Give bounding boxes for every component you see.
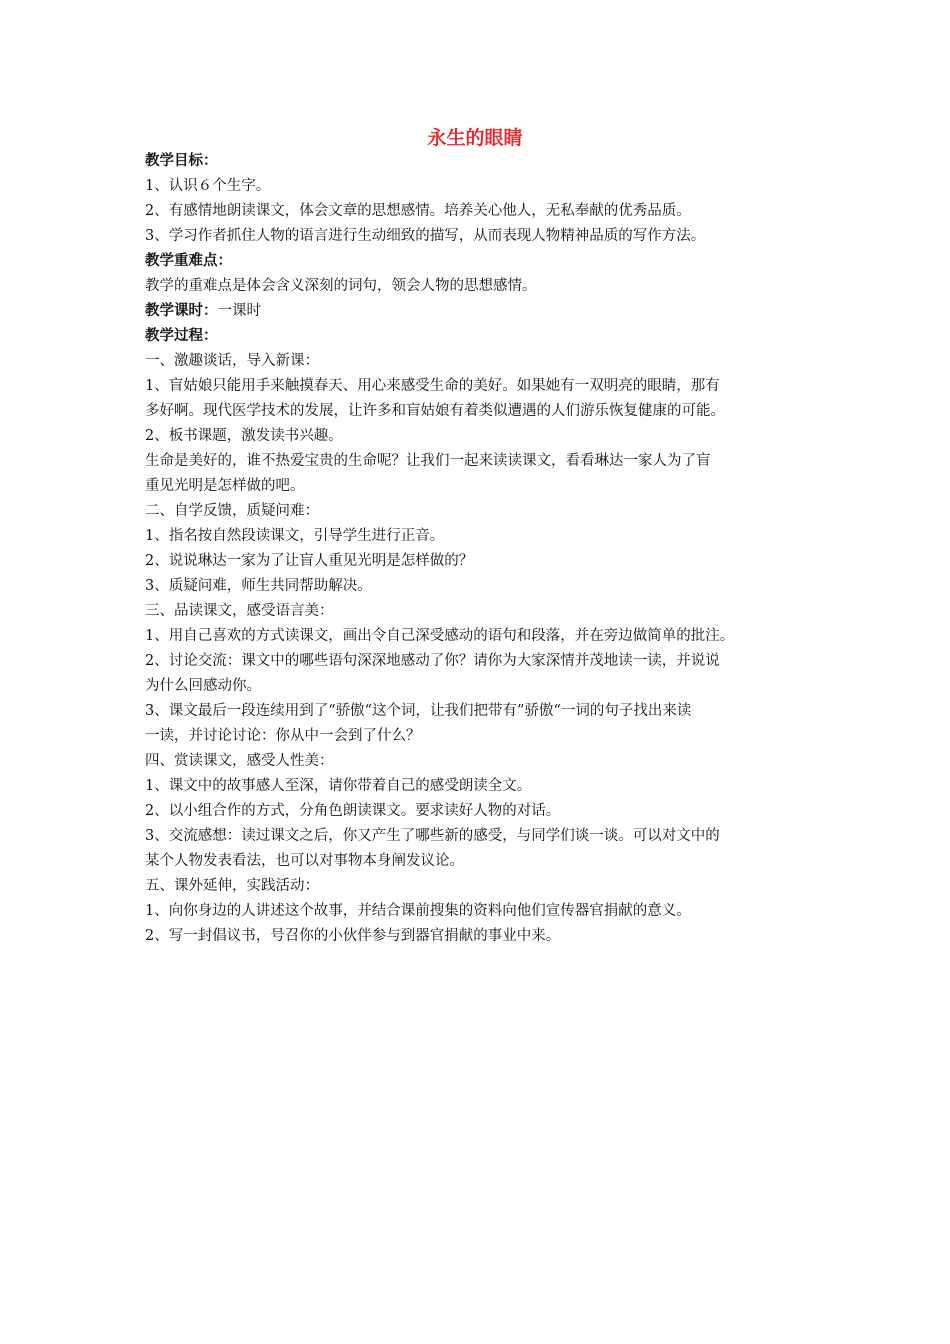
paragraph-line: 3、质疑问难，师生共同帮助解决。 bbox=[145, 578, 372, 594]
paragraph-line: 一读，并讨论讨论：你从中一会到了什么？ bbox=[145, 728, 421, 744]
paragraph-line: 为什么回感动你。 bbox=[145, 678, 261, 694]
key-points-heading: 教学重难点： bbox=[145, 253, 232, 269]
section-heading: 一、激趣谈话，导入新课： bbox=[145, 353, 319, 369]
section-heading: 五、课外延伸，实践活动： bbox=[145, 878, 319, 894]
paragraph-line: 某个人物发表看法，也可以对事物本身阐发议论。 bbox=[145, 853, 464, 869]
goal-item: 3、学习作者抓住人物的语言进行生动细致的描写，从而表现人物精神品质的写作方法。 bbox=[145, 228, 706, 244]
class-hours-value: 一课时 bbox=[217, 303, 261, 319]
key-points-text: 教学的重难点是体会含义深刻的词句，领会人物的思想感情。 bbox=[145, 278, 537, 294]
document-body bbox=[145, 149, 825, 949]
paragraph-line: 2、说说琳达一家为了让盲人重见光明是怎样做的？ bbox=[145, 553, 474, 569]
section-heading: 三、品读课文，感受语言美： bbox=[145, 603, 334, 619]
class-hours-heading: 教学课时： bbox=[145, 303, 218, 319]
paragraph-line: 1、课文中的故事感人至深，请你带着自己的感受朗读全文。 bbox=[145, 778, 532, 794]
paragraph-line: 1、向你身边的人讲述这个故事，并结合课前搜集的资料向他们宣传器官捐献的意义。 bbox=[145, 903, 691, 919]
paragraph-line: 2、讨论交流：课文中的哪些语句深深地感动了你？请你为大家深情并茂地读一读，并说说 bbox=[145, 653, 720, 669]
goal-item: 1、认识６个生字。 bbox=[145, 178, 271, 194]
paragraph-line: 多好啊。现代医学技术的发展，让许多和盲姑娘有着类似遭遇的人们游乐恢复健康的可能。 bbox=[145, 403, 725, 419]
section-heading: 四、赏读课文，感受人性美： bbox=[145, 753, 334, 769]
paragraph-line: 1、指名按自然段读课文，引导学生进行正音。 bbox=[145, 528, 445, 544]
paragraph-line: 2、写一封倡议书，号召你的小伙伴参与到器官捐献的事业中来。 bbox=[145, 928, 561, 944]
document-title: 永生的眼睛 bbox=[427, 127, 523, 149]
class-hours-line bbox=[145, 299, 825, 324]
paragraph-line: 2、以小组合作的方式，分角色朗读课文。要求读好人物的对话。 bbox=[145, 803, 561, 819]
paragraph-line: 1、用自己喜欢的方式读课文，画出令自己深受感动的语句和段落，并在旁边做简单的批注。 bbox=[145, 628, 735, 644]
paragraph-line: 2、板书课题，激发读书兴趣。 bbox=[145, 428, 343, 444]
paragraph-line: 重见光明是怎样做的吧。 bbox=[145, 478, 305, 494]
section-heading: 二、自学反馈，质疑问难： bbox=[145, 503, 319, 519]
paragraph-line: 1、盲姑娘只能用手来触摸春天、用心来感受生命的美好。如果她有一双明亮的眼睛，那有 bbox=[145, 378, 720, 394]
process-heading: 教学过程： bbox=[145, 328, 218, 344]
goals-heading: 教学目标： bbox=[145, 153, 218, 169]
paragraph-line: 生命是美好的，谁不热爱宝贵的生命呢？让我们一起来读读课文，看看琳达一家人为了盲 bbox=[145, 453, 711, 469]
paragraph-line: 3、课文最后一段连续用到了“骄傲“这个词，让我们把带有”骄傲“一词的句子找出来读 bbox=[145, 703, 692, 719]
paragraph-line: 3、交流感想：读过课文之后，你又产生了哪些新的感受，与同学们谈一谈。可以对文中的 bbox=[145, 828, 720, 844]
goal-item: 2、有感情地朗读课文，体会文章的思想感情。培养关心他人，无私奉献的优秀品质。 bbox=[145, 203, 691, 219]
